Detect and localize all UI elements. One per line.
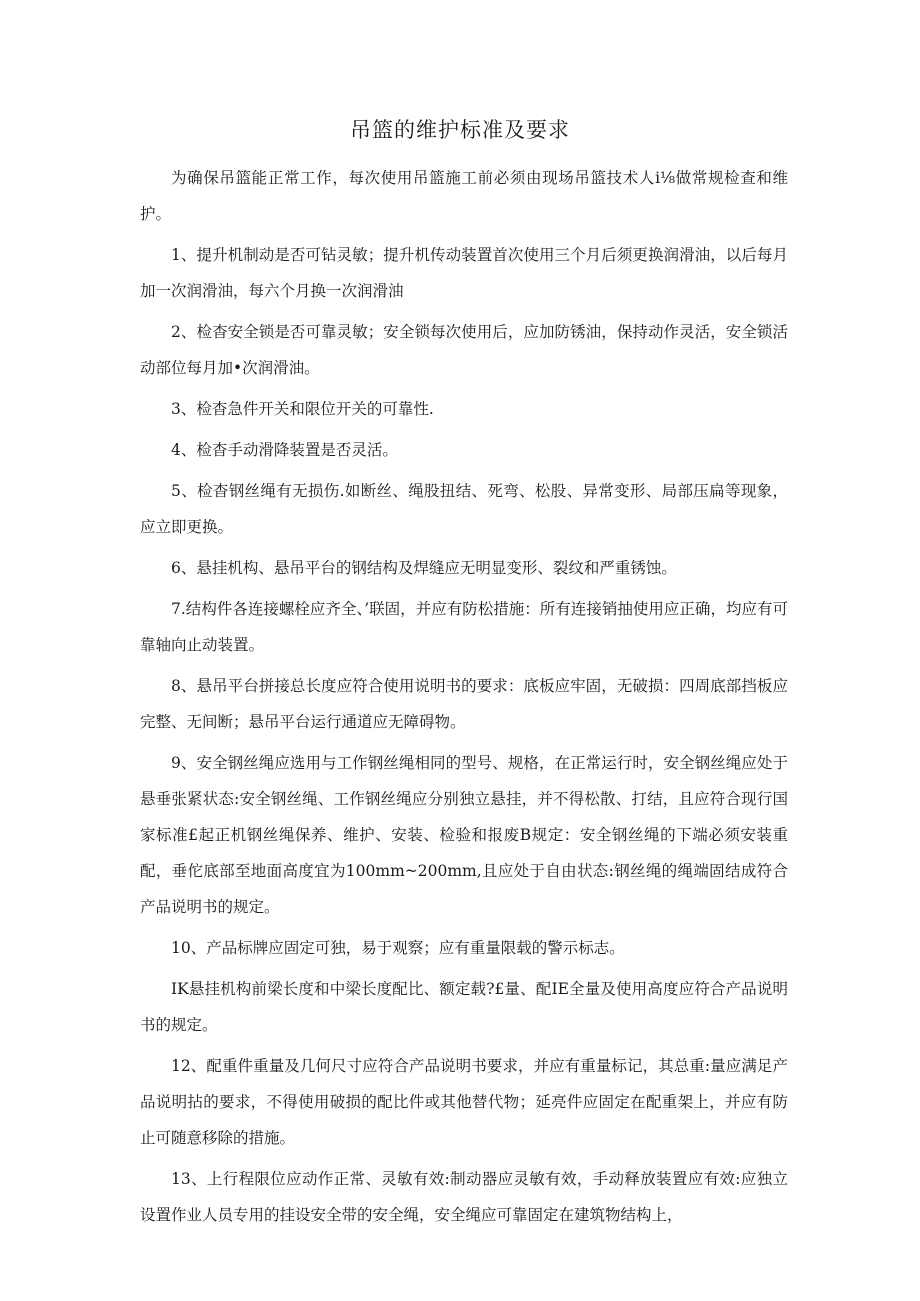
item-paragraph-10: 10、产品标牌应固定可独，易于观察；应有重量限载的警示标志。: [171, 939, 625, 957]
item-paragraph-2: 2、检杳安全锁是否可靠灵敏；安全锁每次使用后，应加防锈油，保持动作灵活，安全锁活动部位每月加•次润滑油。: [140, 323, 788, 377]
item-paragraph-7: 7.结构件各连接螺栓应齐全、’联固，并应有防松措施：所有连接销抽使用应正确，均应有可靠轴向止动装置。: [140, 600, 788, 654]
document-title: 吊篮的维护标准及要求: [350, 118, 570, 142]
intro-paragraph: 为确保吊篮能正常工作，每次使用吊篮施工前必须由现场吊篮技术人i⅛做常规检查和维护。: [140, 169, 788, 223]
item-paragraph-13: 13、上行程限位应动作正常、灵敏有效:制动器应灵敏有效，手动释放装置应有效:应独立设置作业人员专用的挂设安全带的安全绳，安全绳应可靠固定在建筑物结构上，: [140, 1170, 788, 1224]
item-paragraph-1: 1、提升机制动是否可钻灵敏；提升机传动装置首次使用三个月后须更换润滑油，以后每月加一次润滑油，每六个月换一次润滑油: [140, 246, 788, 300]
item-paragraph-3: 3、检杳急件开关和限位开关的可靠性.: [171, 400, 434, 418]
item-paragraph-9: 9、安全钢丝绳应选用与工作钢丝绳相同的型号、规格，在正常运行时，安全钢丝绳应处于悬垂张紧状态:安全钢丝绳、工作钢丝绳应分别独立悬挂，并不得松散、打结，且应符合现行国家标准£起正机钢丝绳保养、维护、安装、检验和报废B规定：安全钢丝绳的下端必须安装重配，垂佗底部至地面高度宜为100mm~200mm,且应处于自由状态:钢丝绳的绳端固结成符合产品说明书的规定。: [140, 754, 788, 916]
item-paragraph-4: 4、检杳手动滑降装置是否灵活。: [171, 441, 398, 459]
document-body: [140, 160, 788, 1238]
item-paragraph-6: 6、悬挂机构、悬吊平台的钢结构及焊缝应无明显变形、裂纹和严重锈蚀。: [171, 559, 677, 577]
item-paragraph-12: 12、配重件重量及几何尺寸应符合产品说明书要求，并应有重量标记，其总重:量应满足产品说明拈的要求，不得使用破损的配比件或其他替代物；延亮件应固定在配重架上，并应有防止可随意移除的措施。: [140, 1057, 788, 1147]
item-paragraph-5: 5、检杳钢丝绳有无损伤.如断丝、绳股扭结、死弯、松股、异常变形、局部压扁等现象，应立即更换。: [140, 482, 788, 536]
item-paragraph-11: IK悬挂机构前梁长度和中梁长度配比、额定载?£量、配IE全量及使用高度应符合产品说明书的规定。: [140, 980, 788, 1034]
item-paragraph-8: 8、悬吊平台拼接总长度应符合使用说明书的要求：底板应牢固，无破损：四周底部挡板应完整、无间断；悬吊平台运行通道应无障碍物。: [140, 677, 788, 731]
